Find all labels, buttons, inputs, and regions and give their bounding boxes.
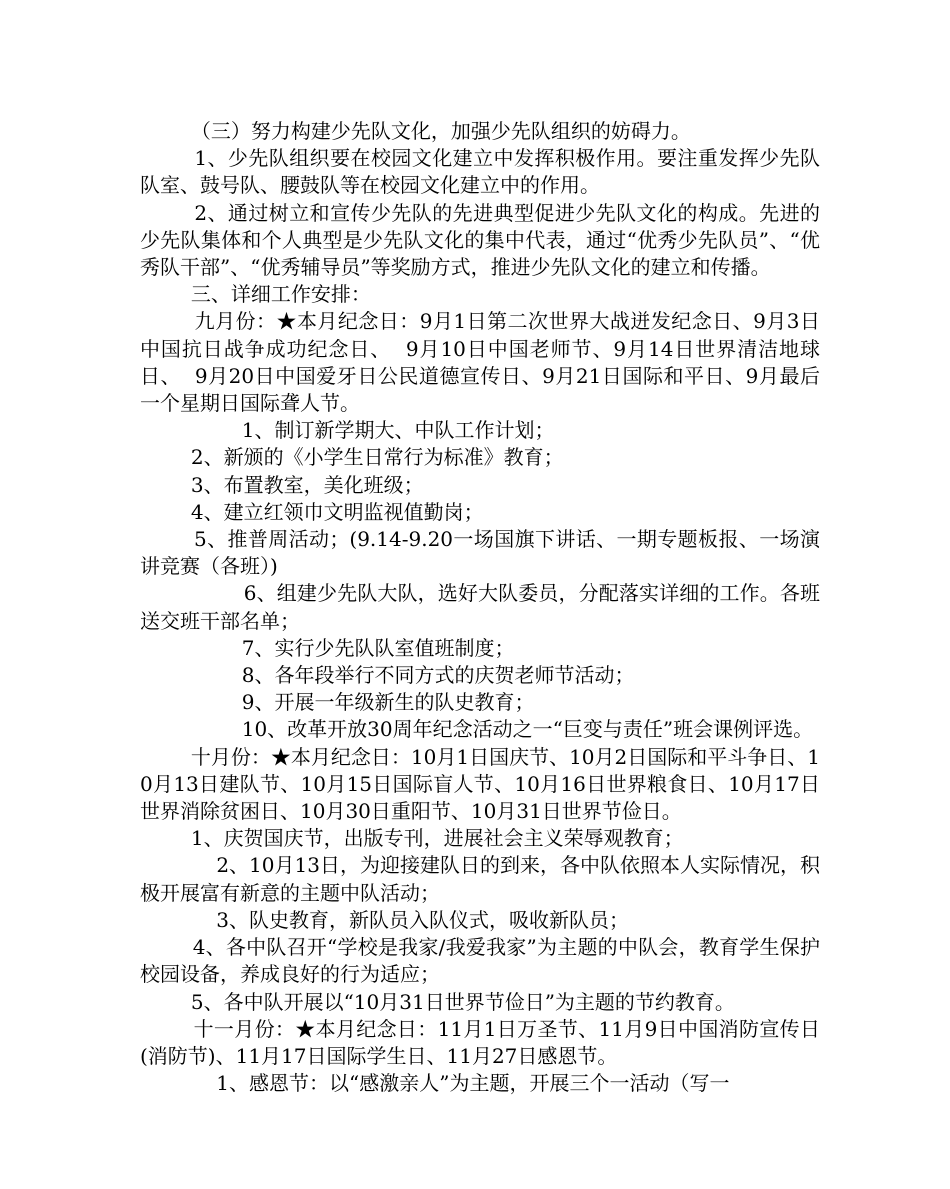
paragraph: 2、新颁的《小学生日常行为标准》教育； — [140, 445, 564, 470]
paragraph: （三）努力构建少先队文化，加强少先队组织的妨碍力。 — [140, 119, 691, 143]
paragraph: 1、感恩节：以“感激亲人”为主题，开展三个一活动（写一 — [140, 1071, 730, 1096]
paragraph: 10、改革开放30周年纪念活动之一“巨变与责任”班会课例评选。 — [140, 717, 814, 742]
paragraph: 1、庆贺国庆节，出版专刊，进展社会主义荣辱观教育； — [140, 826, 684, 851]
paragraph: 5、推普周活动；(9.14-9.20一场国旗下讲话、一期专题板报、一场演讲竞赛（各班）) — [140, 527, 820, 579]
paragraph: 2、10月13日，为迎接建队日的到来，各中队依照本人实际情况，积极开展富有新意的主题中队活动； — [140, 853, 820, 905]
paragraph: 十一月份：★本月纪念日：11月1日万圣节、11月9日中国消防宣传日(消防节)、11月17日国际学生日、11月27日感恩节。 — [140, 1016, 821, 1068]
paragraph: 九月份：★本月纪念日：9月1日第二次世界大战迸发纪念日、9月3日中国抗日战争成功纪念日、 9月10日中国老师节、9月14日世界清洁地球日、 9月20日中国爱牙日公民道德宣传日、9月21日国际和平日、9月最后一个星期日国际聋人节。 — [140, 309, 821, 416]
paragraph: 3、布置教室，美化班级； — [140, 472, 424, 497]
document-body — [140, 118, 820, 1097]
paragraph: 4、各中队召开“学校是我家/我爱我家”为主题的中队会，教育学生保护校园设备，养成良好的行为适应； — [140, 935, 820, 987]
paragraph: 9、开展一年级新生的队史教育； — [140, 690, 535, 715]
paragraph: 1、少先队组织要在校园文化建立中发挥积极作用。要注重发挥少先队队室、鼓号队、腰鼓队等在校园文化建立中的作用。 — [140, 146, 821, 198]
paragraph: 5、各中队开展以“10月31日世界节俭日”为主题的节约教育。 — [140, 989, 735, 1014]
paragraph: 1、制订新学期大、中队工作计划； — [140, 418, 555, 443]
paragraph: 3、队史教育，新队员入队仪式，吸收新队员； — [140, 907, 630, 932]
paragraph: 4、建立红领巾文明监视值勤岗； — [140, 499, 484, 524]
paragraph: 6、组建少先队大队，选好大队委员，分配落实详细的工作。各班送交班干部名单； — [140, 581, 821, 633]
paragraph: 三、详细工作安排： — [140, 282, 371, 307]
paragraph: 2、通过树立和宣传少先队的先进典型促进少先队文化的构成。先进的少先队集体和个人典型是少先队文化的集中代表，通过“优秀少先队员”、“优秀队干部”、“优秀辅导员”等奖励方式，推进少先队文化的建立和传播。 — [140, 200, 821, 280]
paragraph: 7、实行少先队队室值班制度； — [140, 635, 515, 660]
paragraph: 十月份：★本月纪念日：10月1日国庆节、10月2日国际和平斗争日、10月13日建队节、10月15日国际盲人节、10月16日世界粮食日、10月17日世界消除贫困日、10月30日重阳节、10月31日世界节俭日。 — [140, 744, 820, 824]
paragraph: 8、各年段举行不同方式的庆贺老师节活动； — [140, 663, 635, 688]
